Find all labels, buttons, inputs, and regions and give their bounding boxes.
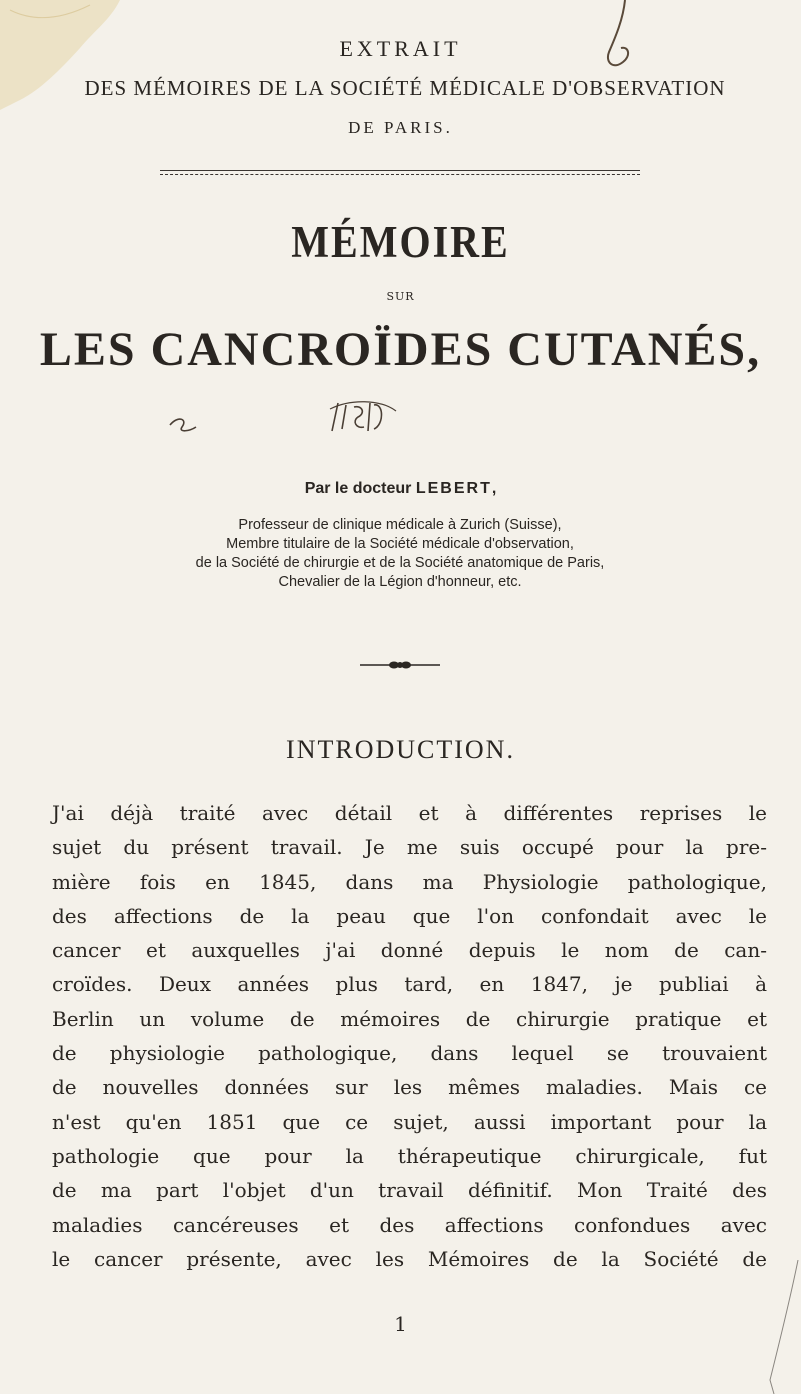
memoire-heading: MÉMOIRE — [291, 215, 510, 268]
text-line: le cancer présente, avec les Mémoires de la Société de — [52, 1246, 767, 1271]
extrait-heading: EXTRAIT — [339, 36, 462, 61]
main-title: LES CANCROÏDES CUTANÉS, — [39, 323, 762, 376]
double-rule-bottom — [160, 174, 640, 175]
credential-line: Membre titulaire de la Société médicale d'observation, — [226, 536, 574, 552]
text-line: n'est qu'en 1851 que ce sujet, aussi important pour la — [52, 1109, 767, 1134]
text-line: des affections de la peau que l'on confondait avec le — [52, 903, 767, 928]
handwritten-annotation — [160, 385, 400, 445]
text-line: Berlin un volume de mémoires de chirurgie pratique et — [52, 1006, 767, 1031]
text-line: maladies cancéreuses et des affections confondues avec — [52, 1212, 767, 1237]
credential-line: Professeur de clinique médicale à Zurich (Suisse), — [238, 517, 562, 533]
text-line: mière fois en 1845, dans ma Physiologie pathologique, — [52, 869, 767, 894]
credential-line: de la Société de chirurgie et de la Société anatomique de Paris, — [195, 555, 605, 571]
credential-line: Chevalier de la Légion d'honneur, etc. — [278, 574, 522, 590]
author-name: LEBERT — [415, 480, 492, 497]
ornamental-divider — [360, 659, 440, 671]
text-line: de physiologie pathologique, dans lequel se trouvaient — [52, 1041, 767, 1066]
author-line — [0, 480, 801, 498]
body-paragraph — [52, 796, 767, 1276]
page-number: 1 — [394, 1312, 407, 1336]
text-line: croïdes. Deux années plus tard, en 1847, je publiai à — [52, 972, 767, 997]
series-title: DES MÉMOIRES DE LA SOCIÉTÉ MÉDICALE D'OBSERVATION — [84, 76, 726, 100]
text-line: sujet du présent travail. Je me suis occupé pour la pre- — [52, 835, 767, 860]
author-suffix: , — [491, 480, 497, 497]
author-credentials — [40, 516, 760, 592]
text-line: J'ai déjà traité avec détail et à différentes reprises le — [52, 801, 767, 825]
margin-pencil-stroke — [760, 1260, 800, 1394]
text-line: cancer et auxquelles j'ai donné depuis le nom de can- — [52, 938, 767, 963]
author-prefix: Par le docteur — [304, 480, 412, 497]
text-line: de ma part l'objet d'un travail définitif. Mon Traité des — [52, 1178, 767, 1203]
section-title: INTRODUCTION. — [286, 735, 515, 764]
text-line: pathologie que pour la thérapeutique chirurgicale, fut — [52, 1143, 767, 1168]
text-line: de nouvelles données sur les mêmes maladies. Mais ce — [52, 1075, 767, 1100]
title-preposition: SUR — [386, 290, 415, 303]
series-subtitle: DE PARIS. — [348, 118, 453, 137]
double-rule-top — [160, 170, 640, 171]
